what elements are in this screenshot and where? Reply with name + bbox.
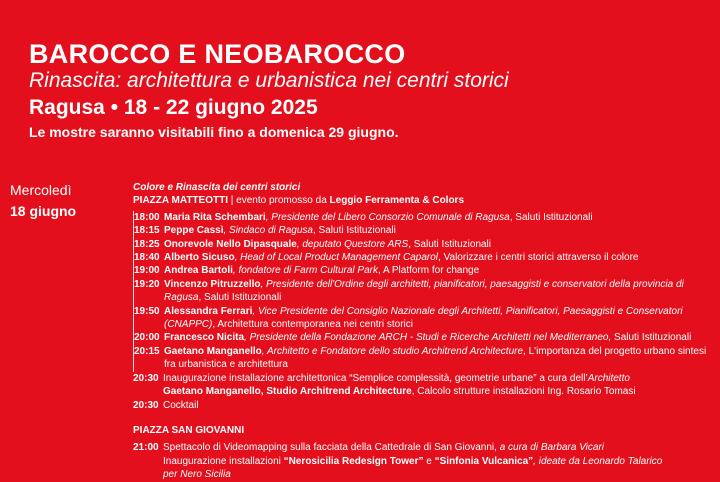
event-text <box>164 211 714 224</box>
schedule-row <box>133 441 714 481</box>
place-dates: Ragusa • 18 - 22 giugno 2025 <box>29 96 318 119</box>
event-topic: , Calcolo strutture installazioni Ing. Rosario Tomasi <box>411 386 636 398</box>
event-role: , fondatore di Farm Cultural Park <box>232 265 378 277</box>
event-text <box>164 238 714 251</box>
event-time: 19:20 <box>134 278 160 290</box>
event-time: 20:00 <box>134 332 160 344</box>
event-text <box>164 278 714 305</box>
event-time: 20:15 <box>134 345 160 357</box>
event-time: 18:40 <box>134 252 160 264</box>
event-text <box>164 251 714 264</box>
page-subtitle: Rinascita: architettura e urbanistica nei centri storici <box>29 69 509 92</box>
event-text: Cocktail <box>163 399 199 411</box>
event-person: Peppe Cassì <box>164 225 224 237</box>
exhibition-note: Le mostre saranno visitabili fino a domenica 29 giugno. <box>29 124 399 140</box>
event-topic: , Saluti Istituzionali <box>509 211 593 223</box>
schedule-row <box>134 238 714 251</box>
event-line2e: , ideate da Leonardo Talarico <box>533 455 663 467</box>
event-role: , Presidente del Libero Consorzio Comunale di Ragusa <box>265 211 510 223</box>
event-time: 18:25 <box>134 238 160 250</box>
event-topic: , A Platform for change <box>377 265 480 277</box>
schedule-list <box>133 211 714 372</box>
event-topic: , L'importanza del progetto urbano sintesi fra urbanistica e architettura <box>164 345 707 371</box>
venue-name: PIAZZA MATTEOTTI <box>133 195 228 207</box>
event-topic: , Architettura contemporanea nei centri storici <box>212 319 413 331</box>
event-role: , Presidente della Fondazione ARCH - Studi e Ricerche Architetti nel Mediterraneo, <box>244 332 612 344</box>
schedule-row <box>134 278 714 305</box>
event-person: Alessandra Ferrari <box>164 305 253 317</box>
event-person: Vincenzo Pitruzzello <box>164 278 261 290</box>
page-title: BAROCCO E NEOBAROCCO <box>29 39 406 69</box>
schedule-row <box>134 345 714 372</box>
event-role: , Sindaco di Ragusa <box>223 225 313 237</box>
event-topic: , Valorizzare i centri storici attraverso il colore <box>438 252 639 264</box>
day-label <box>10 180 76 222</box>
event-time: 21:00 <box>133 442 159 454</box>
event-time: 20:30 <box>133 399 159 411</box>
event-person: Francesco Nicita <box>164 332 245 344</box>
schedule-row <box>134 331 714 344</box>
event-role: , Head of Local Product Management Caparol <box>234 252 439 264</box>
event-line2b: “Nerosicilia Redesign Tower” <box>283 455 424 467</box>
schedule-row <box>134 251 714 264</box>
event-text <box>164 345 714 372</box>
event-line1-italic: a cura di Barbara Vicari <box>499 442 605 454</box>
event-studio: , Studio Architrend Architecture <box>260 386 412 398</box>
event-line2d: “Sinfonia Vulcanica” <box>434 455 534 467</box>
spacer <box>133 412 714 424</box>
schedule-row <box>133 399 714 412</box>
event-person: Gaetano Manganello <box>163 386 261 398</box>
event-line2a: Inaugurazione installazioni <box>163 455 284 467</box>
schedule-row <box>134 224 714 237</box>
day-date: 18 giugno <box>10 203 77 219</box>
event-text <box>164 305 714 332</box>
event-text <box>164 264 714 277</box>
event-time: 18:00 <box>134 211 160 223</box>
event-time: 18:15 <box>134 225 160 237</box>
event-topic: , Saluti Istituzionali <box>198 292 282 304</box>
event-time: 20:30 <box>133 372 159 384</box>
event-topic: , Saluti Istituzionali <box>408 238 492 250</box>
event-text <box>163 372 714 399</box>
venue2-name: PIAZZA SAN GIOVANNI <box>133 424 245 436</box>
event-line1: Spettacolo di Videomapping sulla facciata della Cattedrale di San Giovanni, <box>163 442 500 454</box>
header <box>29 40 710 142</box>
schedule-row <box>134 211 714 224</box>
event-person: Alberto Sicuso <box>164 252 235 264</box>
promo-prefix: | evento promosso da <box>228 195 330 207</box>
event-person: Onorevole Nello Dipasquale <box>164 238 297 250</box>
event-line2c: e <box>423 455 435 467</box>
event-role: , Presidente dell'Ordine degli architetti, pianificatori, paesaggisti e conservatori della provincia di Ragusa <box>164 278 684 304</box>
event-person: Gaetano Manganello <box>164 345 262 357</box>
promo-sponsor: Leggio Ferramenta & Colors <box>329 195 465 207</box>
event-role: , Architetto e Fondatore dello studio Architrend Architecture <box>261 345 524 357</box>
day-name: Mercoledì <box>10 182 72 198</box>
schedule-row <box>134 264 714 277</box>
program <box>133 181 714 482</box>
event-topic: Saluti Istituzionali <box>611 332 692 344</box>
event-text <box>164 331 714 344</box>
venue-heading <box>133 194 714 207</box>
event-time: 19:00 <box>134 265 160 277</box>
schedule-row <box>133 372 714 399</box>
section-title: Colore e Rinascita dei centri storici <box>133 182 301 193</box>
schedule-row <box>134 305 714 332</box>
event-time: 19:50 <box>134 305 160 317</box>
event-role: , deputato Questore ARS <box>296 238 409 250</box>
event-person: Andrea Bartoli <box>164 265 233 277</box>
event-topic: , Saluti Istituzionali <box>313 225 396 237</box>
event-line3: per Nero Sicilia <box>163 469 231 481</box>
event-text <box>164 224 714 237</box>
event-role: , Vice Presidente del Consiglio Nazionale degli Architetti, Pianificatori, Paesaggisti e Conservatori (CNAPPC) <box>164 305 683 331</box>
event-desc: Inaugurazione installazione architettonica “Semplice complessità, geometrie urbane” a cura dell’ <box>163 372 588 384</box>
event-desc-italic: Architetto <box>587 372 630 384</box>
event-text <box>163 441 714 481</box>
event-person: Maria Rita Schembari <box>164 211 266 223</box>
